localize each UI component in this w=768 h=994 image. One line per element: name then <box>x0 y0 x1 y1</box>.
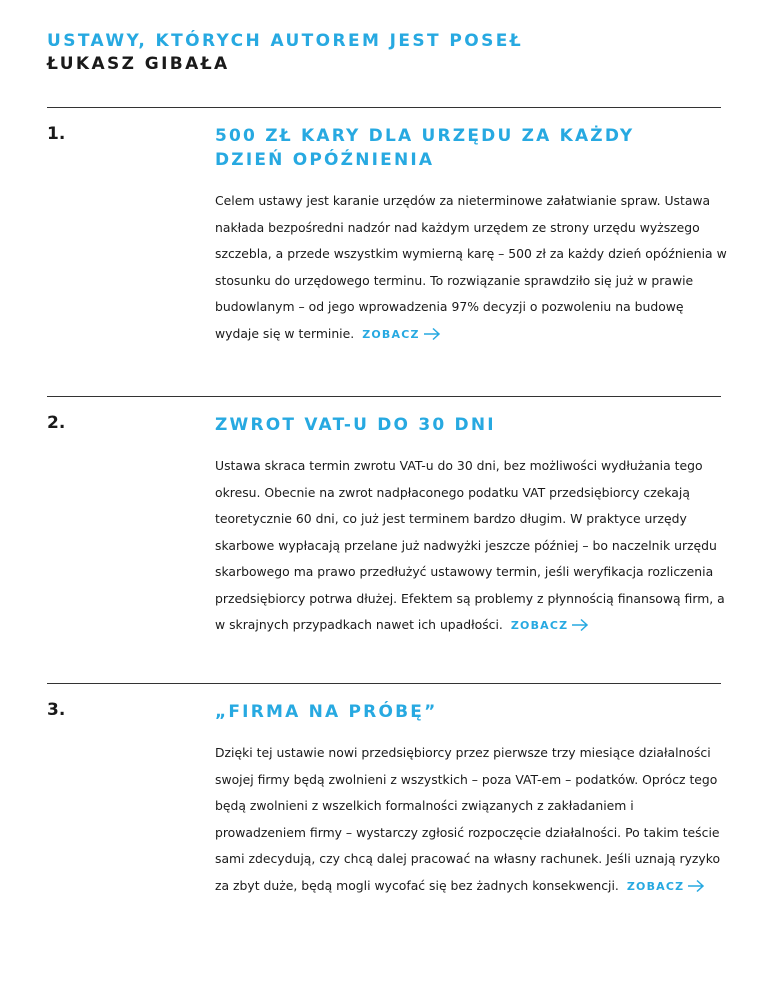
section-number: 1. <box>47 124 66 144</box>
zobacz-link[interactable] <box>362 322 440 349</box>
section-body <box>215 188 727 348</box>
section-text: Dzięki tej ustawie nowi przedsiębiorcy przez pierwsze trzy miesiące działalności swojej firmy będą zwolnieni z wszystkich – poza VAT-em – podatków. Oprócz tego będą zwolnieni z wszelkich formalności związanych z zakładaniem i prowadzeniem firmy – wystarczy zgłosić rozpoczęcie działalności. Po takim teście sami zdecydują, czy chcą dalej pracować na własny rachunek. Jeśli uznają ryzyko za zbyt duże, będą mogli wycofać się bez żadnych konsekwencji. <box>215 745 721 893</box>
zobacz-link[interactable] <box>511 613 589 640</box>
arrow-right-icon <box>687 879 705 893</box>
zobacz-label: ZOBACZ <box>626 879 685 893</box>
section-title: „FIRMA NA PRÓBĘ” <box>215 702 438 722</box>
section-3 <box>47 683 721 893</box>
section-2 <box>47 396 725 632</box>
zobacz-label: ZOBACZ <box>510 619 569 632</box>
document-header <box>47 30 523 76</box>
section-text: Celem ustawy jest karanie urzędów za nieterminowe załatwianie spraw. Ustawa nakłada bezpośredni nadzór nad każdym urzędem ze strony urzędu wyższego szczebla, a przede wszystkim wymierną karę – 500 zł za każdy dzień opóźnienia w stosunku do urzędowego terminu. To rozwiązanie sprawdziło się już w prawie budowlanym – od jego wprowadzenia 97% decyzji o pozwoleniu na budowę wydaje się w terminie. <box>215 193 727 341</box>
section-body <box>215 453 727 640</box>
section-title: ZWROT VAT-U DO 30 DNI <box>215 415 496 435</box>
header-title: USTAWY, KTÓRYCH AUTOREM JEST POSEŁ <box>47 31 524 51</box>
section-text: Ustawa skraca termin zwrotu VAT-u do 30 dni, bez możliwości wydłużania tego okresu. Obecnie na zwrot nadpłaconego podatku VAT przedsiębiorcy czekają teoretycznie 60 dni, co już jest terminem bardzo długim. W praktyce urzędy skarbowe wypłacają przelane już nadwyżki jeszcze później – bo naczelnik urzędu skarbowego ma prawo przedłużyć ustawowy termin, jeśli weryfikacja rozliczenia przedsiębiorcy potrwa dłużej. Efektem są problemy z płynnością finansową firm, a w skrajnych przypadkach nawet ich upadłości. <box>215 458 725 632</box>
arrow-right-icon <box>423 327 441 341</box>
section-title: 500 ZŁ KARY DLA URZĘDU ZA KAŻDY DZIEŃ OPÓŹNIENIA <box>215 126 635 170</box>
section-number: 3. <box>47 700 66 720</box>
section-number: 2. <box>47 413 66 433</box>
zobacz-link[interactable] <box>627 874 705 901</box>
section-body <box>215 740 727 900</box>
zobacz-label: ZOBACZ <box>362 327 420 341</box>
arrow-right-icon <box>571 618 589 632</box>
header-author: ŁUKASZ GIBAŁA <box>47 54 230 74</box>
section-1 <box>47 107 727 341</box>
